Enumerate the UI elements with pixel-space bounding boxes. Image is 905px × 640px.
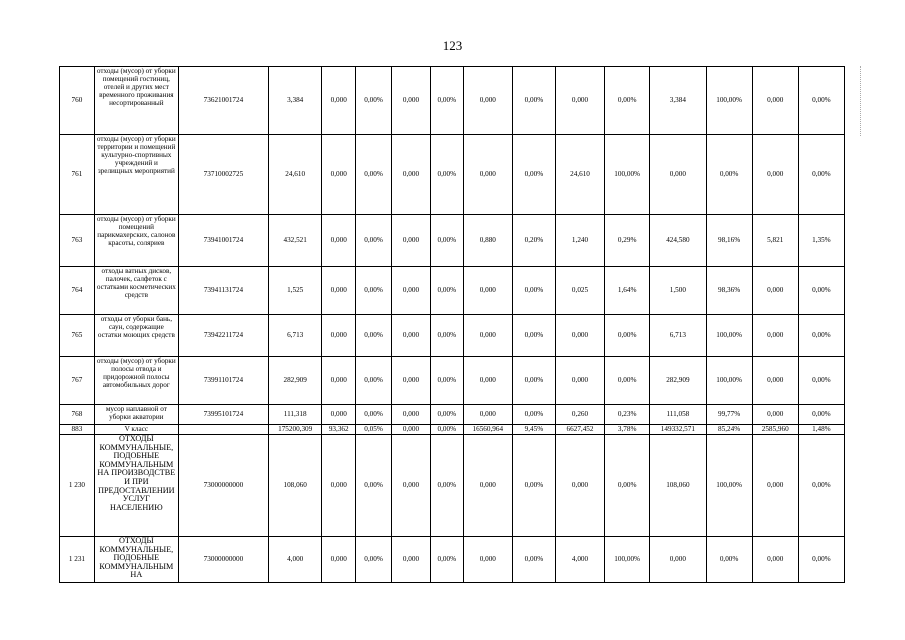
percent-cell: 0,000 bbox=[322, 315, 356, 357]
value-cell: 99,77% bbox=[706, 405, 752, 425]
percent-cell: 0,000 bbox=[391, 315, 430, 357]
percent-cell: 0,000 bbox=[650, 135, 706, 215]
waste-name-cell: ОТХОДЫ КОММУНАЛЬНЫЕ, ПОДОБНЫЕ КОММУНАЛЬНЫМ НА ПРОИЗВОДСТВЕ И ПРИ ПРЕДОСТАВЛЕНИИ УСЛУГ НАСЕЛЕНИЮ bbox=[94, 435, 178, 537]
percent-cell: 0,260 bbox=[555, 405, 604, 425]
row-number-cell: 765 bbox=[60, 315, 95, 357]
value-cell: 0,00% bbox=[798, 357, 844, 405]
value-cell: 0,00% bbox=[430, 267, 463, 315]
value-cell: 4,000 bbox=[269, 537, 322, 583]
row-number-cell: 764 bbox=[60, 267, 95, 315]
value-cell: 0,00% bbox=[512, 435, 555, 537]
table-row bbox=[60, 435, 845, 537]
percent-cell: 149332,571 bbox=[650, 425, 706, 435]
value-cell: 108,060 bbox=[269, 435, 322, 537]
table-row bbox=[60, 315, 845, 357]
fkko-code-cell: 73941131724 bbox=[178, 267, 268, 315]
row-number-cell: 763 bbox=[60, 215, 95, 267]
percent-cell: 0,000 bbox=[322, 67, 356, 135]
percent-cell: 0,000 bbox=[650, 537, 706, 583]
table-row bbox=[60, 135, 845, 215]
page-number: 123 bbox=[442, 38, 463, 53]
waste-name-cell: отходы от уборки бань, саун, содержащие остатки моющих средств bbox=[94, 315, 178, 357]
percent-cell: 0,000 bbox=[752, 435, 798, 537]
percent-cell: 0,000 bbox=[322, 135, 356, 215]
value-cell: 0,00% bbox=[512, 537, 555, 583]
value-cell: 0,05% bbox=[356, 425, 392, 435]
percent-cell: 0,880 bbox=[463, 215, 512, 267]
table-row bbox=[60, 67, 845, 135]
table-row bbox=[60, 405, 845, 425]
value-cell: 0,00% bbox=[430, 405, 463, 425]
value-cell: 432,521 bbox=[269, 215, 322, 267]
value-cell: 100,00% bbox=[706, 435, 752, 537]
percent-cell: 0,025 bbox=[555, 267, 604, 315]
row-number-cell: 767 bbox=[60, 357, 95, 405]
value-cell: 0,00% bbox=[605, 435, 650, 537]
percent-cell: 108,060 bbox=[650, 435, 706, 537]
value-cell: 0,00% bbox=[605, 315, 650, 357]
value-cell: 0,00% bbox=[356, 67, 392, 135]
value-cell: 6,713 bbox=[269, 315, 322, 357]
value-cell: 1,35% bbox=[798, 215, 844, 267]
value-cell: 0,00% bbox=[706, 537, 752, 583]
value-cell: 3,384 bbox=[269, 67, 322, 135]
value-cell: 100,00% bbox=[605, 537, 650, 583]
waste-name-cell: ОТХОДЫ КОММУНАЛЬНЫЕ, ПОДОБНЫЕ КОММУНАЛЬНЫМ НА bbox=[94, 537, 178, 583]
fkko-code-cell: 73000000000 bbox=[178, 537, 268, 583]
percent-cell: 0,000 bbox=[752, 135, 798, 215]
percent-cell: 0,000 bbox=[463, 267, 512, 315]
value-cell: 3,78% bbox=[605, 425, 650, 435]
percent-cell: 0,000 bbox=[391, 67, 430, 135]
percent-cell: 0,000 bbox=[391, 215, 430, 267]
percent-cell: 0,000 bbox=[391, 435, 430, 537]
value-cell: 0,00% bbox=[798, 435, 844, 537]
value-cell: 1,64% bbox=[605, 267, 650, 315]
value-cell: 0,00% bbox=[356, 135, 392, 215]
waste-name-cell: V класс bbox=[94, 425, 178, 435]
value-cell: 0,00% bbox=[798, 405, 844, 425]
percent-cell: 424,580 bbox=[650, 215, 706, 267]
value-cell: 0,29% bbox=[605, 215, 650, 267]
value-cell: 0,00% bbox=[356, 405, 392, 425]
percent-cell: 0,000 bbox=[752, 67, 798, 135]
fkko-code-cell: 73995101724 bbox=[178, 405, 268, 425]
percent-cell: 16560,964 bbox=[463, 425, 512, 435]
percent-cell: 0,000 bbox=[322, 357, 356, 405]
fkko-code-cell: 73621001724 bbox=[178, 67, 268, 135]
fkko-code-cell: 73942211724 bbox=[178, 315, 268, 357]
row-number-cell: 761 bbox=[60, 135, 95, 215]
value-cell: 0,00% bbox=[356, 215, 392, 267]
percent-cell: 0,000 bbox=[391, 425, 430, 435]
value-cell: 0,00% bbox=[430, 67, 463, 135]
percent-cell: 0,000 bbox=[322, 537, 356, 583]
percent-cell: 3,384 bbox=[650, 67, 706, 135]
percent-cell: 0,000 bbox=[322, 267, 356, 315]
row-number-cell: 883 bbox=[60, 425, 95, 435]
percent-cell: 0,000 bbox=[555, 67, 604, 135]
percent-cell: 282,909 bbox=[650, 357, 706, 405]
value-cell: 282,909 bbox=[269, 357, 322, 405]
value-cell: 0,00% bbox=[356, 267, 392, 315]
value-cell: 100,00% bbox=[706, 315, 752, 357]
table-row bbox=[60, 357, 845, 405]
value-cell: 0,00% bbox=[512, 267, 555, 315]
value-cell: 0,00% bbox=[430, 215, 463, 267]
value-cell: 0,00% bbox=[798, 67, 844, 135]
percent-cell: 0,000 bbox=[555, 315, 604, 357]
percent-cell: 93,362 bbox=[322, 425, 356, 435]
waste-name-cell: отходы (мусор) от уборки помещений парикмахерских, салонов красоты, соляриев bbox=[94, 215, 178, 267]
percent-cell: 1,240 bbox=[555, 215, 604, 267]
value-cell: 0,00% bbox=[356, 435, 392, 537]
percent-cell: 0,000 bbox=[463, 405, 512, 425]
value-cell: 0,20% bbox=[512, 215, 555, 267]
value-cell: 98,36% bbox=[706, 267, 752, 315]
value-cell: 0,00% bbox=[512, 67, 555, 135]
percent-cell: 0,000 bbox=[555, 357, 604, 405]
value-cell: 100,00% bbox=[605, 135, 650, 215]
waste-name-cell: отходы (мусор) от уборки помещений гостиниц, отелей и других мест временного проживания несортированный bbox=[94, 67, 178, 135]
table-body bbox=[60, 67, 845, 583]
value-cell: 1,48% bbox=[798, 425, 844, 435]
value-cell: 0,00% bbox=[430, 435, 463, 537]
value-cell: 0,00% bbox=[798, 267, 844, 315]
value-cell: 0,23% bbox=[605, 405, 650, 425]
row-number-cell: 1 231 bbox=[60, 537, 95, 583]
percent-cell: 0,000 bbox=[322, 435, 356, 537]
percent-cell: 0,000 bbox=[752, 405, 798, 425]
value-cell: 100,00% bbox=[706, 357, 752, 405]
percent-cell: 0,000 bbox=[463, 315, 512, 357]
percent-cell: 0,000 bbox=[752, 357, 798, 405]
fkko-code-cell: 73991101724 bbox=[178, 357, 268, 405]
table-row bbox=[60, 267, 845, 315]
percent-cell: 0,000 bbox=[322, 215, 356, 267]
percent-cell: 0,000 bbox=[391, 537, 430, 583]
value-cell: 98,16% bbox=[706, 215, 752, 267]
percent-cell: 1,500 bbox=[650, 267, 706, 315]
waste-name-cell: отходы ватных дисков, палочек, салфеток с остатками косметических средств bbox=[94, 267, 178, 315]
percent-cell: 6,713 bbox=[650, 315, 706, 357]
row-number-cell: 1 230 bbox=[60, 435, 95, 537]
value-cell: 0,00% bbox=[430, 315, 463, 357]
value-cell: 9,45% bbox=[512, 425, 555, 435]
value-cell: 0,00% bbox=[706, 135, 752, 215]
waste-table bbox=[59, 66, 845, 583]
margin-rule bbox=[860, 66, 861, 136]
percent-cell: 0,000 bbox=[463, 537, 512, 583]
value-cell: 0,00% bbox=[512, 315, 555, 357]
percent-cell: 0,000 bbox=[391, 135, 430, 215]
value-cell: 175200,309 bbox=[269, 425, 322, 435]
value-cell: 0,00% bbox=[512, 405, 555, 425]
value-cell: 0,00% bbox=[430, 357, 463, 405]
value-cell: 0,00% bbox=[356, 537, 392, 583]
table-row bbox=[60, 215, 845, 267]
value-cell: 0,00% bbox=[430, 537, 463, 583]
percent-cell: 0,000 bbox=[752, 537, 798, 583]
row-number-cell: 760 bbox=[60, 67, 95, 135]
percent-cell: 0,000 bbox=[463, 357, 512, 405]
table-row bbox=[60, 425, 845, 435]
row-number-cell: 768 bbox=[60, 405, 95, 425]
value-cell: 0,00% bbox=[798, 135, 844, 215]
percent-cell: 24,610 bbox=[555, 135, 604, 215]
percent-cell: 4,000 bbox=[555, 537, 604, 583]
value-cell: 0,00% bbox=[356, 315, 392, 357]
fkko-code-cell: 73000000000 bbox=[178, 435, 268, 537]
waste-name-cell: мусор наплавной от уборки акватории bbox=[94, 405, 178, 425]
fkko-code-cell bbox=[178, 425, 268, 435]
percent-cell: 0,000 bbox=[463, 135, 512, 215]
percent-cell: 0,000 bbox=[752, 267, 798, 315]
fkko-code-cell: 73941001724 bbox=[178, 215, 268, 267]
percent-cell: 111,058 bbox=[650, 405, 706, 425]
value-cell: 0,00% bbox=[430, 425, 463, 435]
value-cell: 0,00% bbox=[512, 357, 555, 405]
percent-cell: 6627,452 bbox=[555, 425, 604, 435]
percent-cell: 0,000 bbox=[391, 357, 430, 405]
percent-cell: 0,000 bbox=[463, 67, 512, 135]
percent-cell: 0,000 bbox=[555, 435, 604, 537]
value-cell: 24,610 bbox=[269, 135, 322, 215]
value-cell: 0,00% bbox=[356, 357, 392, 405]
value-cell: 85,24% bbox=[706, 425, 752, 435]
value-cell: 1,525 bbox=[269, 267, 322, 315]
percent-cell: 0,000 bbox=[391, 405, 430, 425]
value-cell: 0,00% bbox=[798, 315, 844, 357]
percent-cell: 0,000 bbox=[463, 435, 512, 537]
value-cell: 100,00% bbox=[706, 67, 752, 135]
percent-cell: 0,000 bbox=[752, 315, 798, 357]
waste-name-cell: отходы (мусор) от уборки территории и помещений культурно-спортивных учреждений и зрелищных мероприятий bbox=[94, 135, 178, 215]
value-cell: 0,00% bbox=[605, 357, 650, 405]
fkko-code-cell: 73710002725 bbox=[178, 135, 268, 215]
percent-cell: 5,821 bbox=[752, 215, 798, 267]
value-cell: 111,318 bbox=[269, 405, 322, 425]
percent-cell: 0,000 bbox=[322, 405, 356, 425]
percent-cell: 2585,960 bbox=[752, 425, 798, 435]
value-cell: 0,00% bbox=[512, 135, 555, 215]
waste-name-cell: отходы (мусор) от уборки полосы отвода и придорожной полосы автомобильных дорог bbox=[94, 357, 178, 405]
table-row bbox=[60, 537, 845, 583]
value-cell: 0,00% bbox=[798, 537, 844, 583]
value-cell: 0,00% bbox=[430, 135, 463, 215]
value-cell: 0,00% bbox=[605, 67, 650, 135]
percent-cell: 0,000 bbox=[391, 267, 430, 315]
